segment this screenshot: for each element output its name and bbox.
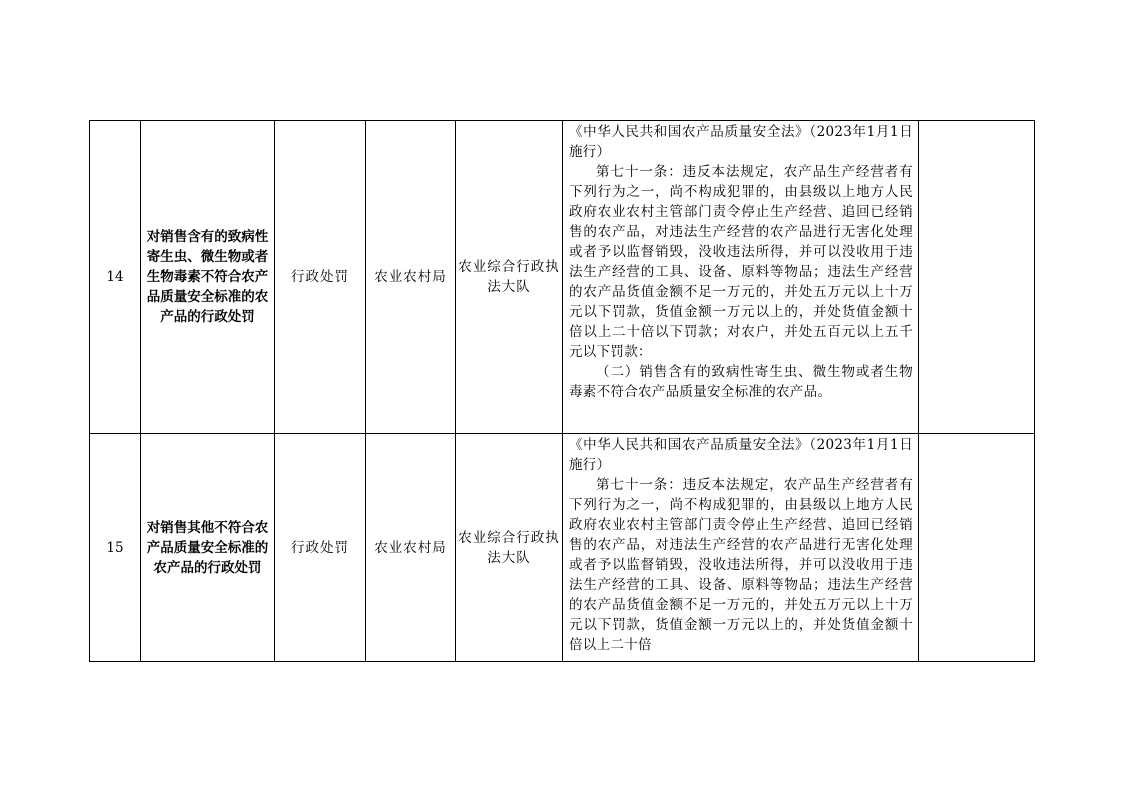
legal-basis — [563, 434, 919, 662]
basis-clause: （二）销售含有的致病性寄生虫、微生物或者生物毒素不符合农产品质量安全标准的农产品。 — [569, 364, 913, 400]
basis-article: 第七十一条：违反本法规定，农产品生产经营者有下列行为之一，尚不构成犯罪的，由县级以上地方人民政府农业农村主管部门责令停止生产经营、追回已经销售的农产品，对违法生产经营的农产品进行无害化处理或者予以监督销毁，没收违法所得，并可以没收用于违法生产经营的工具、设备、原料等物品；违法生产经营的农产品货值金额不足一万元的，并处五万元以上十万元以下罚款，货值金额一万元以上的，并处货值金额十倍以上二十倍 — [569, 477, 913, 653]
legal-basis — [563, 121, 919, 434]
item-category: 行政处罚 — [275, 121, 366, 434]
executing-body: 农业综合行政执法大队 — [456, 121, 563, 434]
row-number: 14 — [90, 121, 141, 434]
item-name: 对销售其他不符合农产品质量安全标准的农产品的行政处罚 — [141, 434, 275, 662]
responsible-department: 农业农村局 — [366, 434, 456, 662]
responsible-department: 农业农村局 — [366, 121, 456, 434]
table-row — [90, 434, 1035, 662]
remark-cell — [919, 434, 1035, 662]
item-name: 对销售含有的致病性寄生虫、微生物或者生物毒素不符合农产品质量安全标准的农产品的行政处罚 — [141, 121, 275, 434]
power-list-table — [89, 120, 1035, 662]
table-row — [90, 121, 1035, 434]
executing-body: 农业综合行政执法大队 — [456, 434, 563, 662]
basis-title: 《中华人民共和国农产品质量安全法》（2023年1月1日施行） — [569, 124, 913, 160]
remark-cell — [919, 121, 1035, 434]
basis-article: 第七十一条：违反本法规定，农产品生产经营者有下列行为之一，尚不构成犯罪的，由县级以上地方人民政府农业农村主管部门责令停止生产经营、追回已经销售的农产品，对违法生产经营的农产品进行无害化处理或者予以监督销毁，没收违法所得，并可以没收用于违法生产经营的工具、设备、原料等物品；违法生产经营的农产品货值金额不足一万元的，并处五万元以上十万元以下罚款，货值金额一万元以上的，并处货值金额十倍以上二十倍以下罚款；对农户，并处五百元以上五千元以下罚款： — [569, 164, 913, 360]
item-category: 行政处罚 — [275, 434, 366, 662]
row-number: 15 — [90, 434, 141, 662]
basis-title: 《中华人民共和国农产品质量安全法》（2023年1月1日施行） — [569, 437, 913, 473]
